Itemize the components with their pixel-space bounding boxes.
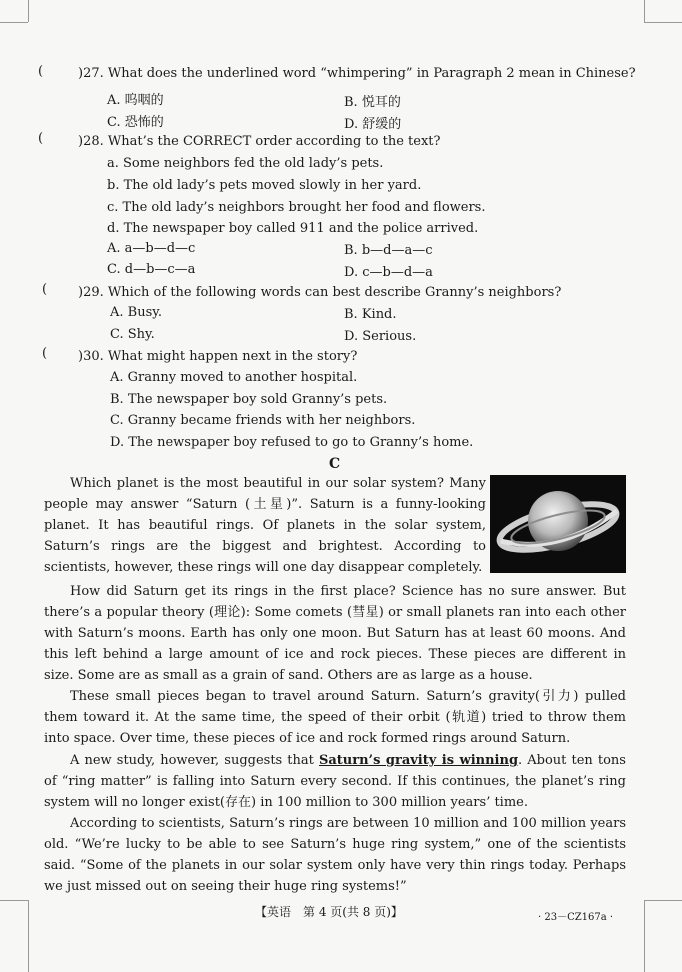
question-29-stem: )29. Which of the following words can best describe Granny’s neighbors? <box>78 285 562 300</box>
exam-code: · 23－CZ167a · <box>538 912 614 923</box>
question-30-option-b: B. The newspaper boy sold Granny’s pets. <box>110 392 388 407</box>
question-28-statement-b: b. The old lady’s pets moved slowly in her yard. <box>107 178 422 193</box>
question-30-option-a: A. Granny moved to another hospital. <box>110 370 358 385</box>
page-footer: 【英语 第 4 页(共 8 页)】 <box>255 905 403 919</box>
question-27-option-a: A. 呜咽的 <box>107 93 164 108</box>
question-27-option-c: C. 恐怖的 <box>107 115 164 130</box>
crop-mark <box>644 22 682 23</box>
question-29-option-c: C. Shy. <box>110 327 155 342</box>
answer-blank[interactable]: ( <box>38 131 44 146</box>
section-label: C <box>329 456 341 472</box>
crop-mark <box>28 0 29 22</box>
saturn-image <box>490 475 626 573</box>
crop-mark <box>0 22 28 23</box>
question-28-statement-c: c. The old lady’s neighbors brought her food and flowers. <box>107 200 486 215</box>
question-28-option-c: C. d—b—c—a <box>107 262 196 277</box>
question-29-option-d: D. Serious. <box>344 329 417 344</box>
crop-mark <box>0 900 28 901</box>
question-28-statement-a: a. Some neighbors fed the old lady’s pets. <box>107 156 384 171</box>
crop-mark <box>28 900 29 972</box>
underlined-phrase: Saturn’s gravity is winning <box>318 753 519 768</box>
crop-mark <box>644 900 645 972</box>
question-29-option-a: A. Busy. <box>110 305 162 320</box>
question-28-statement-d: d. The newspaper boy called 911 and the police arrived. <box>107 221 479 236</box>
passage-paragraph-4: A new study, however, suggests that Saturn’s gravity is winning. About ten tons of “ring matter” is falling into Saturn every second. If this continues, the planet’s ring system will no longer exist(存在) in 100 million to 300 million years’ time. <box>44 753 626 810</box>
passage-paragraph-1: Which planet is the most beautiful in our solar system? Many people may answer “Saturn (土星)”. Saturn is a funny-looking planet. It has beautiful rings. Of planets in the solar system, Saturn’s rings are the biggest and brightest. According to scientists, however, these rings will one day disappear completely. <box>44 476 486 575</box>
passage-paragraph-5: According to scientists, Saturn’s rings are between 10 million and 100 million years old. “We’re lucky to be able to see Saturn’s huge ring system,” one of the scientists said. “Some of the planets in our solar system only have very thin rings today. Perhaps we just missed out on seeing their huge ring systems!” <box>44 816 626 894</box>
answer-blank[interactable]: ( <box>42 346 48 361</box>
answer-blank[interactable]: ( <box>42 282 48 297</box>
question-28-option-d: D. c—b—d—a <box>344 265 433 280</box>
answer-blank[interactable]: ( <box>38 64 44 79</box>
passage-paragraph-3: These small pieces began to travel around Saturn. Saturn’s gravity(引力) pulled them toward it. At the same time, the speed of their orbit (轨道) tried to throw them into space. Over time, these pieces of ice and rock formed rings around Saturn. <box>44 689 626 746</box>
question-27-stem: )27. What does the underlined word “whimpering” in Paragraph 2 mean in Chinese? <box>78 66 636 81</box>
question-30-option-d: D. The newspaper boy refused to go to Granny’s home. <box>110 435 474 450</box>
question-27-option-b: B. 悦耳的 <box>344 95 401 110</box>
passage-paragraph-2: How did Saturn get its rings in the first place? Science has no sure answer. But there’s a popular theory (理论): Some comets (彗星) or small planets ran into each other with Saturn’s moons. Earth has only one moon. But Saturn has at least 60 moons. And this left behind a large amount of ice and rock pieces. These pieces are different in size. Some are as small as a grain of sand. Others are as large as a house. <box>44 584 626 683</box>
crop-mark <box>644 900 682 901</box>
question-27-option-d: D. 舒缓的 <box>344 117 402 132</box>
crop-mark <box>644 0 645 22</box>
question-28-option-b: B. b—d—a—c <box>344 243 433 258</box>
question-29-option-b: B. Kind. <box>344 307 397 322</box>
question-28-stem: )28. What’s the CORRECT order according to the text? <box>78 134 441 149</box>
question-30-option-c: C. Granny became friends with her neighbors. <box>110 413 416 428</box>
question-30-stem: )30. What might happen next in the story? <box>78 349 358 364</box>
question-28-option-a: A. a—b—d—c <box>107 241 196 256</box>
